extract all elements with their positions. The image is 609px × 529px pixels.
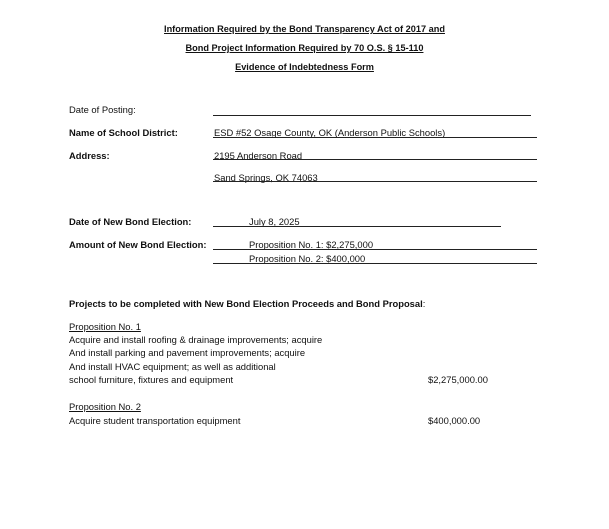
prop-1-line: And install parking and pavement improvements; acquire	[69, 347, 306, 358]
prop-1-line: Acquire and install roofing & drainage improvements; acquire	[69, 334, 323, 345]
prop-2-amount: $400,000.00	[428, 415, 481, 426]
prop-2-title: Proposition No. 2	[69, 401, 141, 412]
election-date-underline	[213, 226, 501, 227]
election-date-label: Date of New Bond Election:	[69, 216, 192, 227]
date-of-posting-label: Date of Posting:	[69, 104, 136, 115]
projects-heading	[69, 298, 425, 309]
projects-heading-text: Projects to be completed with New Bond Election Proceeds and Bond Proposal	[69, 298, 423, 309]
date-of-posting-underline	[213, 115, 531, 116]
amount-label: Amount of New Bond Election:	[69, 239, 207, 250]
projects-heading-colon: :	[422, 298, 426, 309]
amount-prop-1-underline	[213, 249, 537, 250]
address-line-2-underline	[213, 181, 537, 182]
prop-1-title: Proposition No. 1	[69, 321, 141, 332]
address-line-2: Sand Springs, OK 74063	[214, 172, 318, 183]
prop-2-line: Acquire student transportation equipment	[69, 415, 241, 426]
prop-1-line: And install HVAC equipment; as well as additional	[69, 361, 276, 372]
address-line-1: 2195 Anderson Road	[214, 150, 303, 161]
form-title-line-3: Evidence of Indebtedness Form	[235, 62, 374, 72]
district-underline	[213, 137, 537, 138]
amount-prop-2: Proposition No. 2: $400,000	[249, 253, 366, 264]
address-label: Address:	[69, 150, 110, 161]
amount-prop-1: Proposition No. 1: $2,275,000	[249, 239, 374, 250]
district-label: Name of School District:	[69, 127, 178, 138]
amount-prop-2-underline	[213, 263, 537, 264]
prop-1-amount: $2,275,000.00	[428, 374, 488, 385]
address-line-1-underline	[213, 159, 537, 160]
form-title-line-1: Information Required by the Bond Transparency Act of 2017 and	[164, 24, 445, 34]
election-date-value: July 8, 2025	[249, 216, 300, 227]
form-title-line-2: Bond Project Information Required by 70 O.S. § 15-110	[185, 43, 424, 53]
district-value: ESD #52 Osage County, OK (Anderson Public Schools)	[214, 127, 446, 138]
prop-1-line: school furniture, fixtures and equipment	[69, 374, 234, 385]
